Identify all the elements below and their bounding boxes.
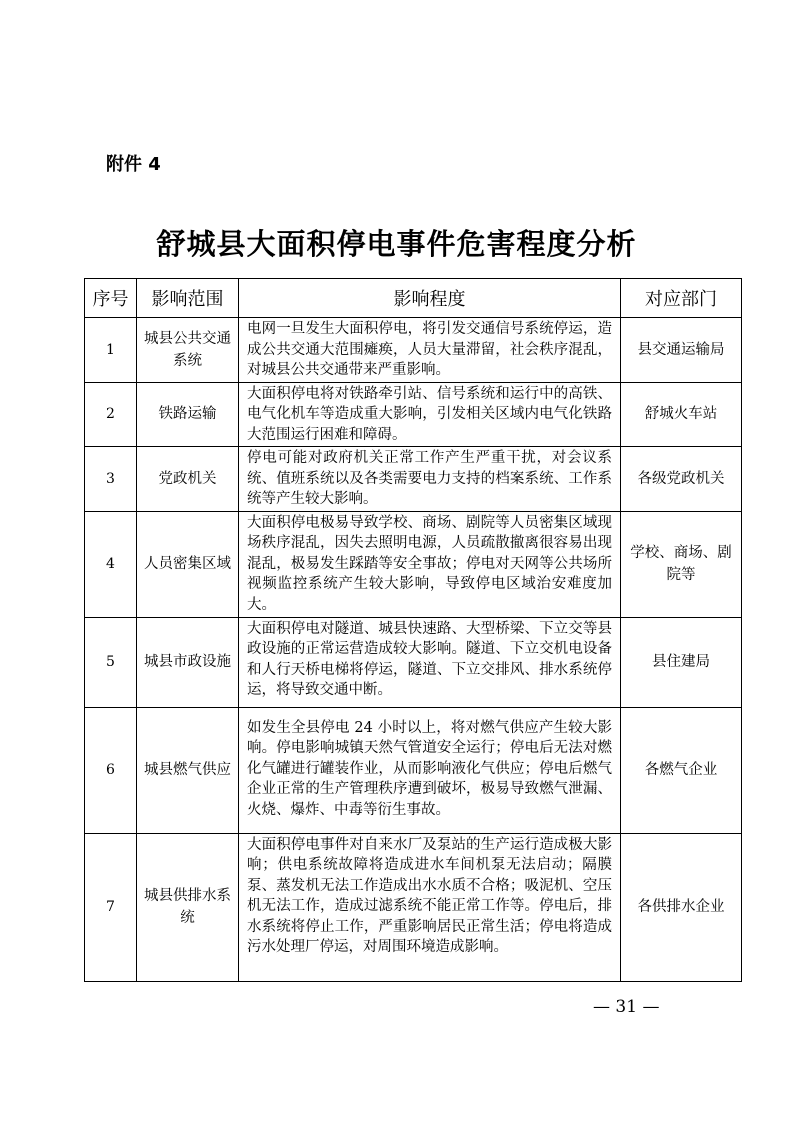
row-index: 5 (85, 617, 137, 707)
row-index: 7 (85, 833, 137, 981)
table-row (85, 833, 742, 981)
row-scope: 党政机关 (137, 447, 239, 512)
row-department: 各燃气企业 (621, 707, 742, 833)
header-department: 对应部门 (621, 279, 742, 318)
row-department: 各级党政机关 (621, 447, 742, 512)
row-scope: 城县公共交通系统 (137, 318, 239, 383)
table-row (85, 382, 742, 447)
row-scope: 城县燃气供应 (137, 707, 239, 833)
row-department: 各供排水企业 (621, 833, 742, 981)
row-index: 6 (85, 707, 137, 833)
row-degree: 停电可能对政府机关正常工作产生严重干扰，对会议系统、值班系统以及各类需要电力支持的档案系统、工作系统等产生较大影响。 (239, 447, 621, 512)
row-scope: 城县市政设施 (137, 617, 239, 707)
row-degree: 如发生全县停电 24 小时以上，将对燃气供应产生较大影响。停电影响城镇天然气管道安全运行；停电后无法对燃化气罐进行罐装作业，从而影响液化气供应；停电后燃气企业正常的生产管理秩序遭到破坏，极易导致燃气泄漏、火烧、爆炸、中毒等衍生事故。 (239, 707, 621, 833)
row-index: 4 (85, 511, 137, 617)
row-department: 县住建局 (621, 617, 742, 707)
row-degree: 大面积停电对隧道、城县快速路、大型桥梁、下立交等县政设施的正常运营造成较大影响。隧道、下立交机电设备和人行天桥电梯将停运，隧道、下立交排风、排水系统停运，将导致交通中断。 (239, 617, 621, 707)
table-row (85, 617, 742, 707)
impact-table (84, 278, 742, 982)
row-scope: 城县供排水系统 (137, 833, 239, 981)
row-index: 2 (85, 382, 137, 447)
row-department: 县交通运输局 (621, 318, 742, 383)
row-scope: 人员密集区域 (137, 511, 239, 617)
row-index: 1 (85, 318, 137, 383)
table-row (85, 707, 742, 833)
table-row (85, 511, 742, 617)
row-scope: 铁路运输 (137, 382, 239, 447)
row-degree: 大面积停电极易导致学校、商场、剧院等人员密集区域现场秩序混乱，因失去照明电源，人员疏散撤离很容易出现混乱，极易发生踩踏等安全事故；停电对天网等公共场所视频监控系统产生较大影响，导致停电区域治安难度加大。 (239, 511, 621, 617)
header-scope: 影响范围 (137, 279, 239, 318)
table-row (85, 318, 742, 383)
attachment-label: 附件 4 (106, 154, 161, 175)
row-degree: 大面积停电将对铁路牵引站、信号系统和运行中的高铁、电气化机车等造成重大影响，引发相关区域内电气化铁路大范围运行困难和障碍。 (239, 382, 621, 447)
page-number: — 31 — (593, 997, 660, 1017)
row-degree: 电网一旦发生大面积停电，将引发交通信号系统停运，造成公共交通大范围瘫痪，人员大量滞留，社会秩序混乱，对城县公共交通带来严重影响。 (239, 318, 621, 383)
row-department: 学校、商场、剧院等 (621, 511, 742, 617)
row-index: 3 (85, 447, 137, 512)
table-header-row (85, 279, 742, 318)
document-title: 舒城县大面积停电事件危害程度分析 (156, 227, 637, 261)
header-degree: 影响程度 (239, 279, 621, 318)
table-row (85, 447, 742, 512)
header-index: 序号 (85, 279, 137, 318)
row-department: 舒城火车站 (621, 382, 742, 447)
row-degree: 大面积停电事件对自来水厂及泵站的生产运行造成极大影响；供电系统故障将造成进水车间机泵无法启动；隔膜泵、蒸发机无法工作造成出水水质不合格；吸泥机、空压机无法工作，造成过滤系统不能正常工作等。停电后，排水系统将停止工作，严重影响居民正常生活；停电将造成污水处理厂停运，对周围环境造成影响。 (239, 833, 621, 981)
